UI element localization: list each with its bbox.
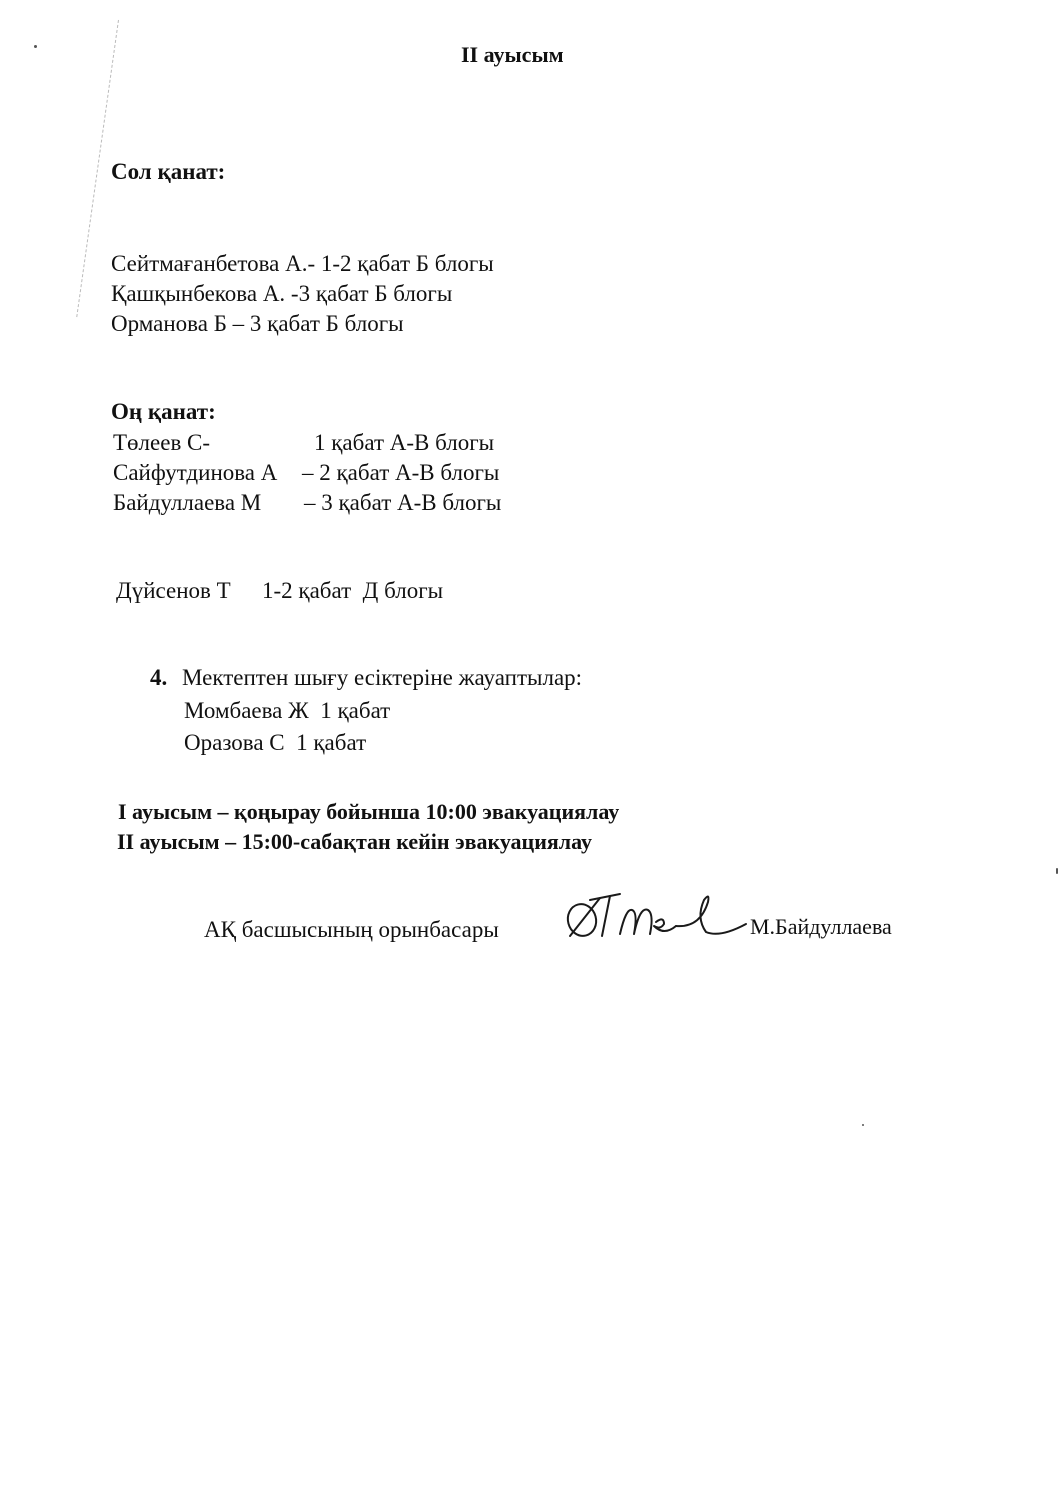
signature-position: АҚ басшысының орынбасары — [204, 917, 499, 942]
schedule-line: II ауысым – 15:00-сабақтан кейін эвакуациялау — [117, 829, 593, 854]
exits-entry: Момбаева Ж 1 қабат — [184, 698, 391, 723]
scan-speck — [34, 45, 37, 48]
exits-heading: Мектептен шығу есіктеріне жауаптылар: — [182, 665, 583, 690]
right-wing-entry-name: Сайфутдинова А — [113, 460, 278, 485]
right-wing-entry-name: Байдуллаева М — [113, 490, 262, 515]
scan-speck — [1056, 868, 1058, 874]
right-wing-heading: Оң қанат: — [111, 399, 216, 424]
signature-name: М.Байдуллаева — [750, 914, 892, 939]
scan-speck — [862, 1124, 864, 1126]
right-wing-entry-detail: 1 қабат А-В блогы — [314, 430, 495, 455]
left-wing-heading: Сол қанат: — [111, 159, 226, 184]
left-wing-entry: Орманова Б – 3 қабат Б блогы — [111, 311, 404, 336]
extra-entry-detail: 1-2 қабат Д блогы — [262, 578, 444, 603]
right-wing-entry-detail: – 2 қабат А-В блогы — [302, 460, 500, 485]
left-wing-entry: Сейтмағанбетова А.- 1-2 қабат Б блогы — [111, 251, 494, 276]
schedule-line: I ауысым – қоңырау бойынша 10:00 эвакуациялау — [118, 799, 620, 824]
right-wing-entry-detail: – 3 қабат А-В блогы — [304, 490, 502, 515]
handwritten-signature — [560, 888, 750, 948]
right-wing-entry-name: Төлеев С- — [113, 430, 211, 455]
page-title: II ауысым — [461, 42, 564, 67]
exits-entry: Оразова С 1 қабат — [184, 730, 367, 755]
extra-entry-name: Дүйсенов Т — [116, 578, 231, 603]
left-wing-entry: Қашқынбекова А. -3 қабат Б блогы — [111, 281, 453, 306]
exits-item-number: 4. — [150, 665, 168, 690]
